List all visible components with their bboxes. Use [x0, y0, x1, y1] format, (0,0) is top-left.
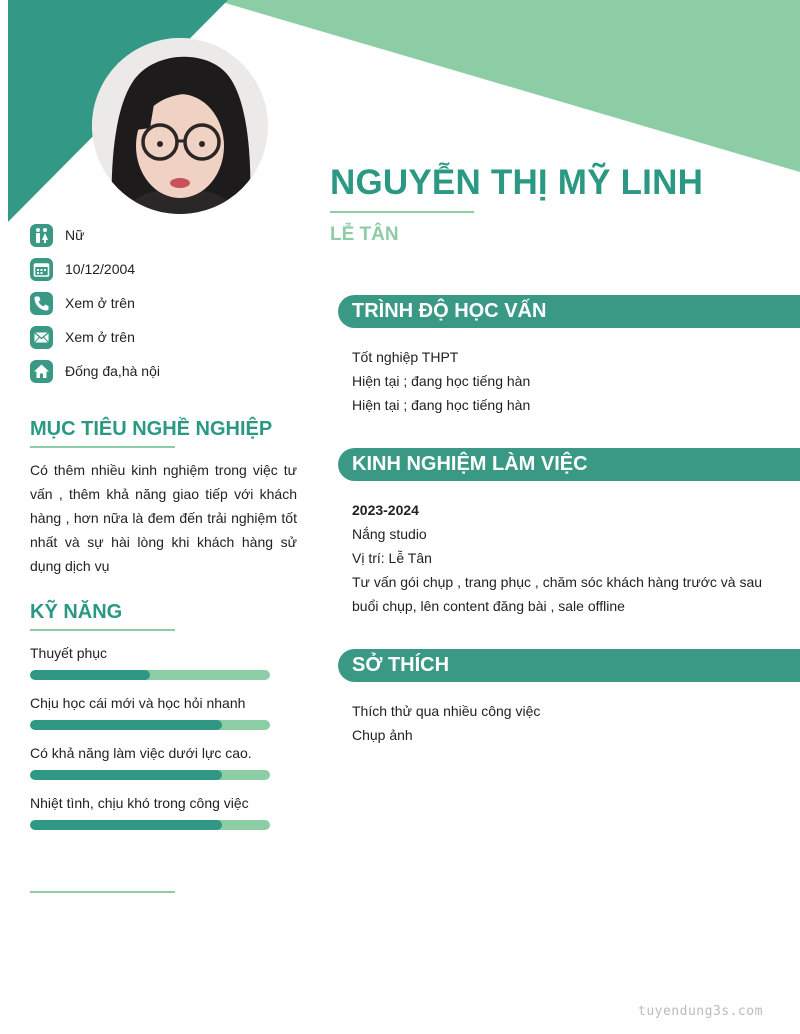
experience-period: 2023-2024 [352, 502, 419, 518]
experience-title: KINH NGHIỆM LÀM VIỆC [352, 453, 588, 475]
avatar [92, 38, 268, 214]
skill-bar-fill [30, 820, 222, 830]
skill-bar [30, 770, 270, 780]
skill-bar-fill [30, 670, 150, 680]
gender-icon [30, 224, 53, 247]
skills-underline [30, 629, 175, 631]
objective-text: Có thêm nhiều kinh nghiệm trong việc tư vấn , thêm khả năng giao tiếp với khách hàng , hơn nữa là đem đến trải nghiệm tốt nhất và sự hài lòng khi khách hàng sử dụng dịch vụ [30, 462, 297, 574]
birthday-text: 10/12/2004 [65, 261, 136, 277]
calendar-icon [30, 258, 53, 281]
skill-item [30, 745, 270, 780]
objective-underline [30, 446, 175, 448]
phone-text: Xem ở trên [65, 295, 135, 311]
hobby-item: Thích thử qua nhiều công việc [352, 703, 541, 719]
phone-icon [30, 292, 53, 315]
education-line: Hiện tại ; đang học tiếng hàn [352, 373, 531, 389]
skill-name: Nhiệt tình, chịu khó trong công việc [30, 795, 249, 811]
hobbies-header [338, 649, 800, 682]
skill-name: Thuyết phục [30, 645, 108, 661]
email-text: Xem ở trên [65, 329, 135, 345]
candidate-name: NGUYỄN THỊ MỸ LINH [330, 163, 704, 202]
objective-title: MỤC TIÊU NGHỀ NGHIỆP [30, 418, 273, 440]
education-line: Hiện tại ; đang học tiếng hàn [352, 397, 531, 413]
skill-bar [30, 720, 270, 730]
hobby-item: Chụp ảnh [352, 727, 413, 743]
experience-description: Tư vấn gói chụp , trang phục , chăm sóc khách hàng trước và sau [352, 574, 763, 590]
education-line: Tốt nghiệp THPT [352, 349, 459, 365]
experience-description-continued: buổi chụp, lên content đăng bài , sale offline [352, 598, 625, 614]
home-icon [30, 360, 53, 383]
empty-section-underline [30, 891, 175, 893]
education-title: TRÌNH ĐỘ HỌC VẤN [352, 300, 547, 322]
skill-name: Chịu học cái mới và học hỏi nhanh [30, 695, 246, 711]
skill-name: Có khả năng làm việc dưới lực cao. [30, 745, 252, 761]
gender-text: Nữ [65, 227, 85, 243]
email-icon [30, 326, 53, 349]
address-text: Đống đa,hà nội [65, 363, 160, 379]
education-header [338, 295, 800, 328]
name-underline [330, 211, 474, 213]
watermark: tuyendung3s.com [638, 1004, 763, 1019]
hobbies-title: SỞ THÍCH [352, 654, 450, 676]
experience-position: Vị trí: Lễ Tân [352, 550, 432, 566]
skill-bar [30, 670, 270, 680]
skill-item [30, 645, 270, 680]
skill-bar-fill [30, 770, 222, 780]
experience-header [338, 448, 800, 481]
skill-item [30, 795, 270, 830]
job-title: LỄ TÂN [330, 224, 399, 245]
skill-item [30, 695, 270, 730]
experience-company: Nắng studio [352, 526, 427, 542]
skill-bar-fill [30, 720, 222, 730]
portrait-photo [92, 38, 268, 214]
skills-title: KỸ NĂNG [30, 601, 123, 623]
skill-bar [30, 820, 270, 830]
